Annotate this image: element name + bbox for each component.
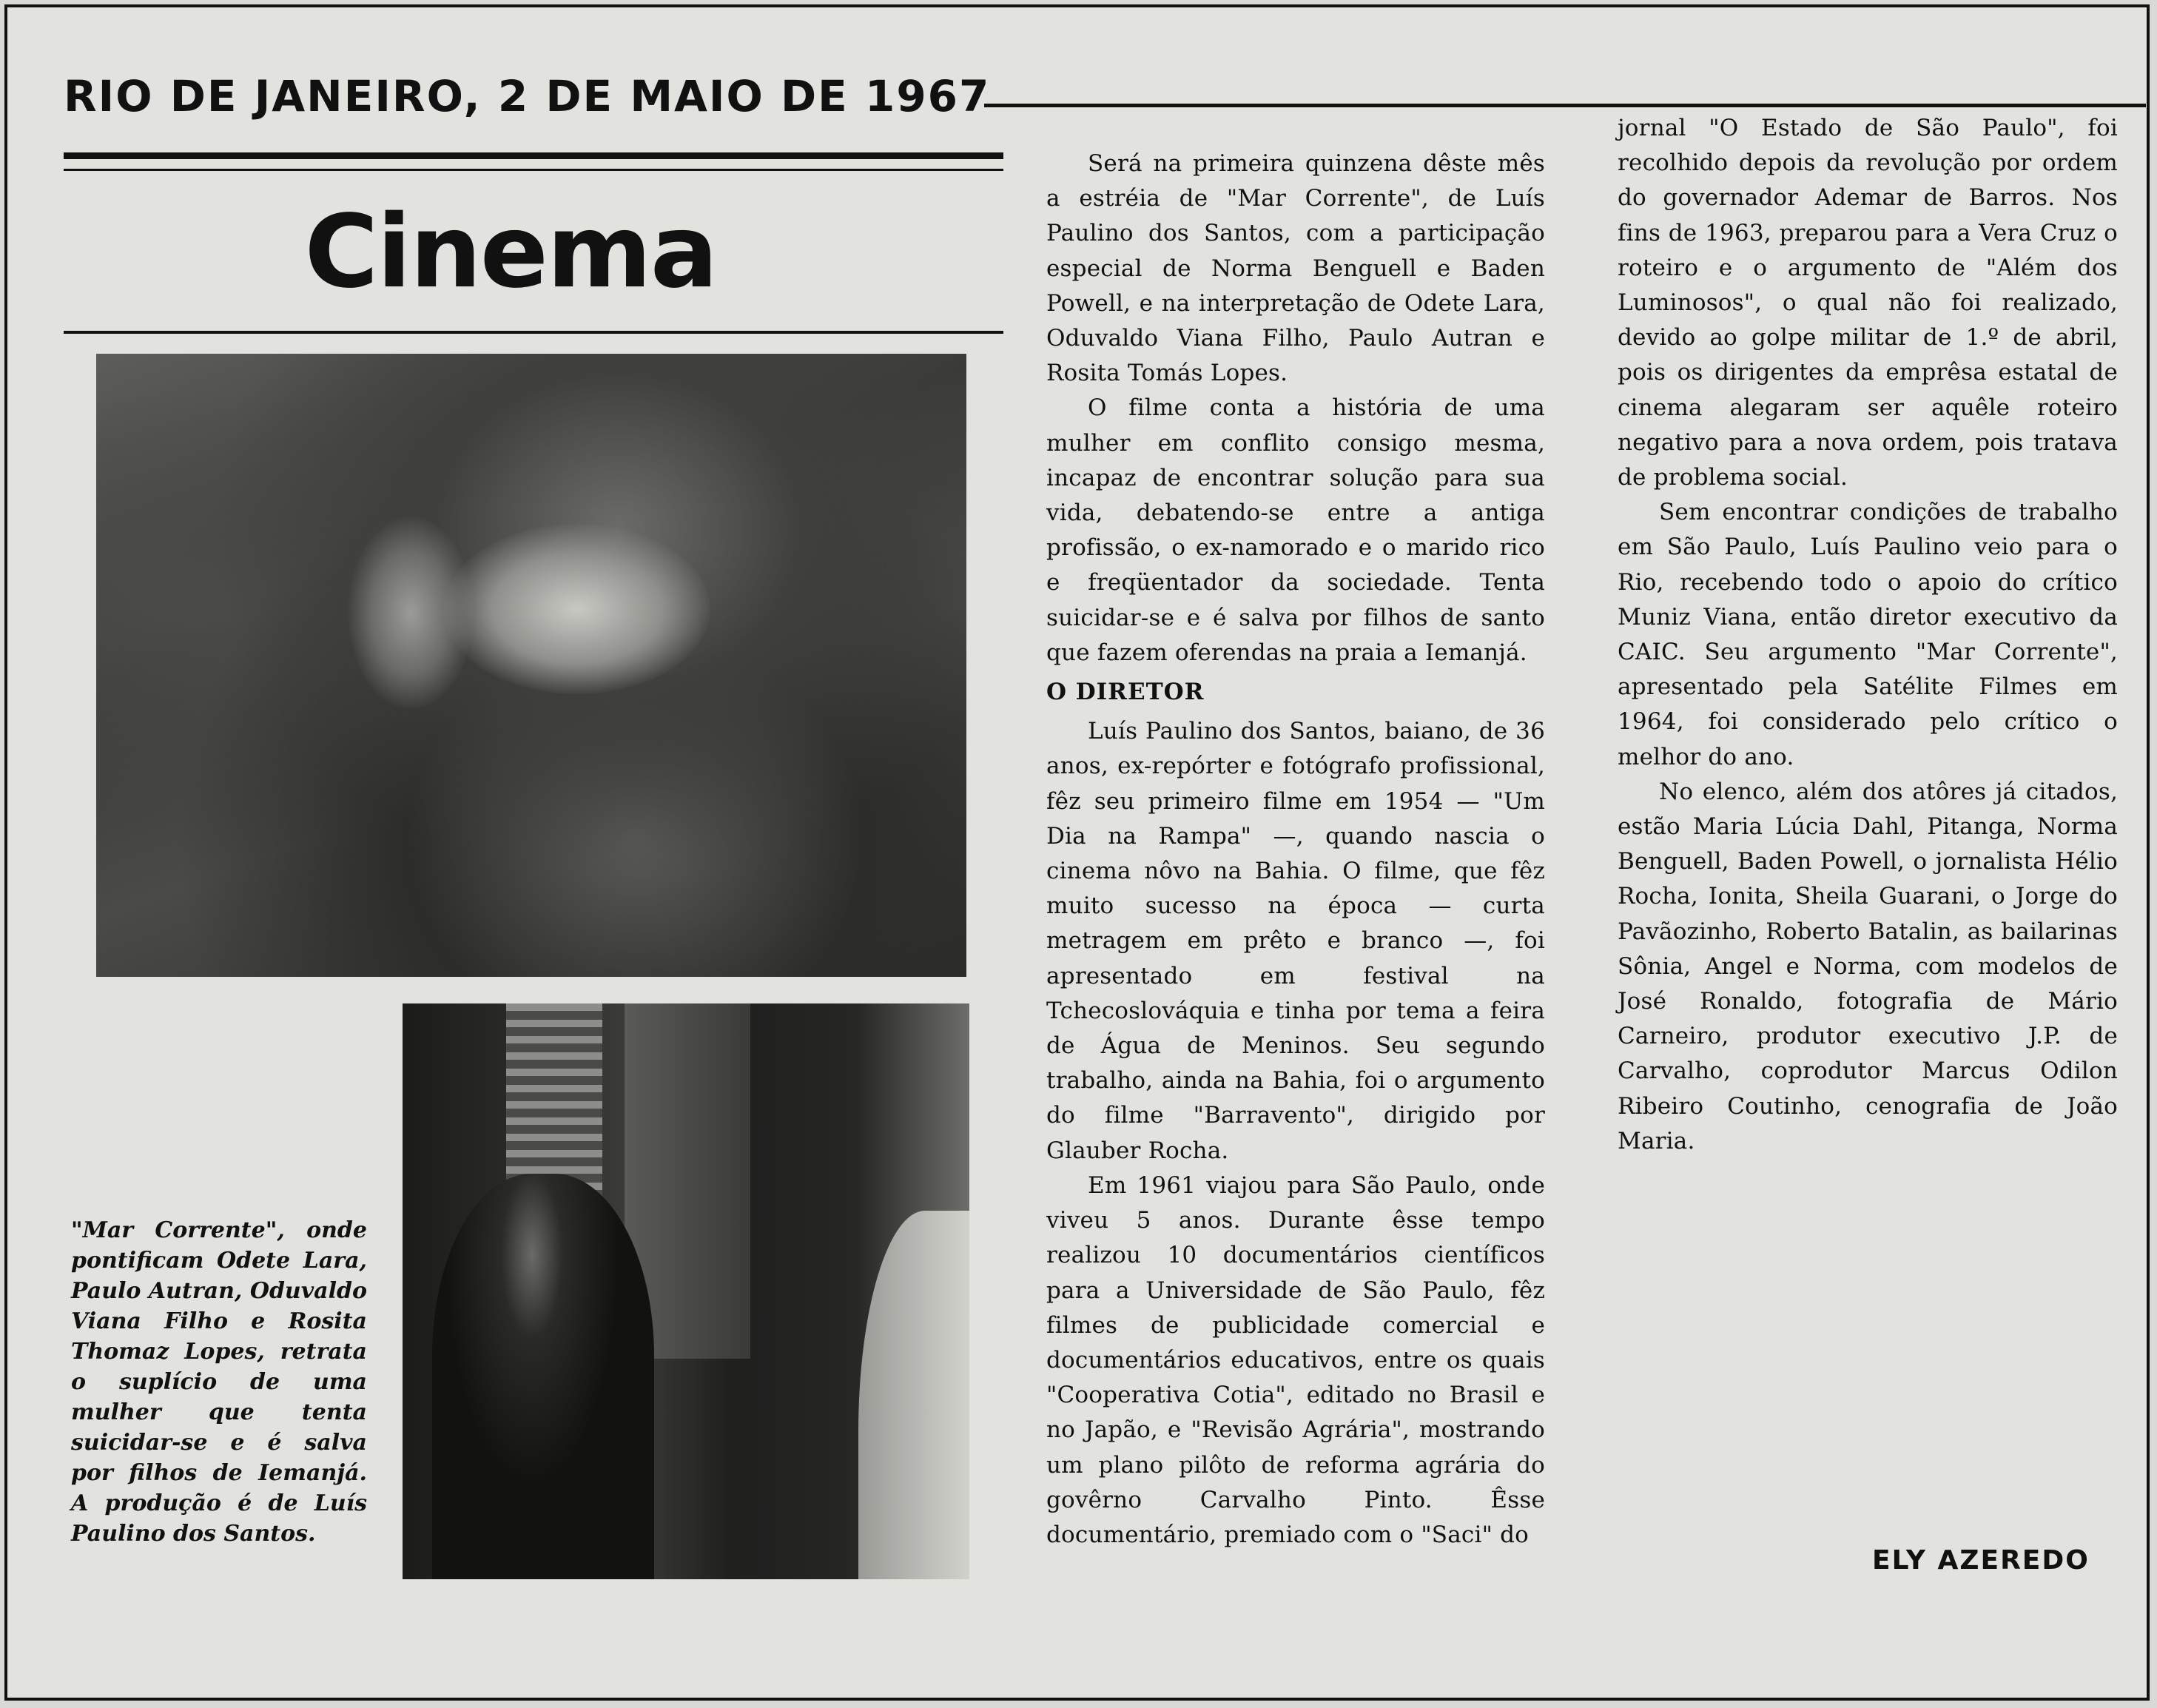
article-subhead: O DIRETOR — [1046, 679, 1205, 706]
dateline: RIO DE JANEIRO, 2 DE MAIO DE 1967 — [64, 71, 991, 121]
byline: ELY AZEREDO — [1872, 1545, 2090, 1576]
article-column-1 — [1046, 147, 1545, 1553]
film-still-photo — [96, 354, 966, 977]
article-paragraph: O filme conta a história de uma mulher em conflito consigo mesma, incapaz de encontrar solução para sua vida, debatendo-se entre a antiga profissão, o ex-namorado e o marido rico e freqüentador da sociedade. Tenta suicidar-se e é salva por filhos de santo que fazem oferendas na praia a Iemanjá. — [1046, 394, 1545, 666]
article-column-2 — [1618, 111, 2118, 1159]
photo-highlight — [444, 524, 710, 694]
article-paragraph: Será na primeira quinzena dêste mês a estréia de "Mar Corrente", de Luís Paulino dos Santos, com a participação especial de Norma Benguell e Baden Powell, e na interpretação de Odete Lara, Oduvaldo Viana Filho, Paulo Autran e Rosita Tomás Lopes. — [1046, 150, 1545, 387]
section-rule-thick — [64, 152, 1003, 159]
header-rule — [984, 104, 2146, 107]
article-paragraph: Sem encontrar condições de trabalho em São Paulo, Luís Paulino veio para o Rio, recebendo todo o apoio do crítico Muniz Viana, então diretor executivo da CAIC. Seu argumento "Mar Corrente", apresentado pela Satélite Filmes em 1964, foi considerado pelo crítico o melhor do ano. — [1618, 499, 2118, 770]
newspaper-clipping — [4, 4, 2150, 1701]
scene-photo — [403, 1003, 969, 1579]
article-paragraph: Em 1961 viajou para São Paulo, onde viveu 5 anos. Durante êsse tempo realizou 10 documentários científicos para a Universidade de São Paulo, fêz filmes de publicidade comercial e documentários educativos, entre os quais "Cooperativa Cotia", editado no Brasil e no Japão, e "Revisão Agrária", mostrando um plano pilôto de reforma agrária do govêrno Carvalho Pinto. Êsse documentário, premiado com o "Saci" do — [1046, 1171, 1545, 1548]
photo-arm — [858, 1211, 969, 1579]
photo-caption: "Mar Corrente", onde pontificam Odete Lara, Paulo Autran, Oduvaldo Viana Filho e Rosita Thomaz Lopes, retrata o suplício de uma mulher que tenta suicidar-se e é salva por filhos de Iemanjá. A produção é de Luís Paulino dos Santos. — [71, 1217, 367, 1547]
section-title: Cinema — [304, 194, 717, 311]
section-title-rule — [64, 331, 1003, 334]
article-paragraph: No elenco, além dos atôres já citados, estão Maria Lúcia Dahl, Pitanga, Norma Benguell, Baden Powell, o jornalista Hélio Rocha, Ionita, Sheila Guarani, o Jorge do Pavãozinho, Roberto Batalin, as bailarinas Sônia, Angel e Norma, com modelos de José Ronaldo, fotografia de Mário Carneiro, produtor executivo J.P. de Carvalho, coprodutor Marcus Odilon Ribeiro Coutinho, cenografia de João Maria. — [1618, 778, 2118, 1154]
article-paragraph: Luís Paulino dos Santos, baiano, de 36 anos, ex-repórter e fotógrafo profissional, fêz seu primeiro filme em 1954 — "Um Dia na Rampa" —, quando nascia o cinema nôvo na Bahia. O filme, que fêz muito sucesso na época — curta metragem em prêto e branco —, foi apresentado em festival na Tchecoslováquia e tinha por tema a feira de Água de Meninos. Seu segundo trabalho, ainda na Bahia, foi o argumento do filme "Barravento", dirigido por Glauber Rocha. — [1046, 718, 1545, 1164]
section-rule-thin — [64, 169, 1003, 171]
article-paragraph-continued: jornal "O Estado de São Paulo", foi recolhido depois da revolução por ordem do governador Ademar de Barros. Nos fins de 1963, preparou para a Vera Cruz o roteiro e o argumento de "Além dos Luminosos", o qual não foi realizado, devido ao golpe militar de 1.º de abril, pois os dirigentes da emprêsa estatal de cinema alegaram ser aquêle roteiro negativo para a nova ordem, pois tratava de problema social. — [1618, 115, 2118, 491]
photo-figure — [432, 1174, 654, 1579]
